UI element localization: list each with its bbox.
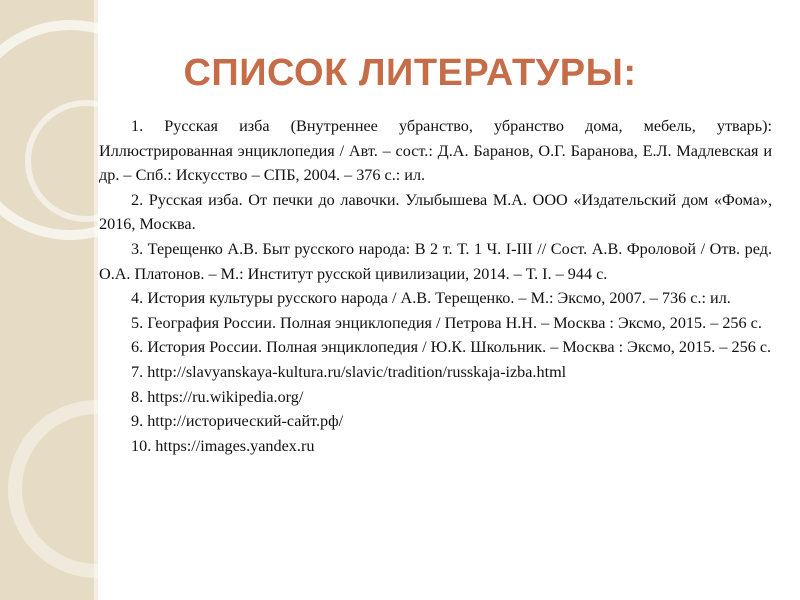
reference-item: 3. Терещенко А.В. Быт русского народа: В 2 т. Т. 1 Ч. I-III // Сост. А.В. Фроловой / Отв. ред. О.А. Платонов. – М.: Институт русской цивилизации, 2014. – Т. I. – 944 с. [99,239,772,283]
reference-item: 5. География России. Полная энциклопедия / Петрова Н.Н. – Москва : Эксмо, 2015. – 256 с. [131,313,762,332]
side-stripe [94,0,98,600]
reference-link[interactable]: 8. https://ru.wikipedia.org/ [131,387,304,406]
reference-item: 1. Русская изба (Внутреннее убранство, убранство дома, мебель, утварь): Иллюстрированная энциклопедия / Авт. – сост.: Д.А. Баранов, О.Г. Баранова, Е.Л. Мадлевская и др. – Спб.: Искусство – СПБ, 2004. – 376 с.: ил. [99,117,772,185]
reference-link[interactable]: 9. http://исторический-сайт.рф/ [131,412,344,431]
reference-link[interactable]: 7. http://slavyanskaya-kultura.ru/slavic/tradition/russkaja-izba.html [131,362,567,381]
reference-list [99,114,772,458]
slide-title: СПИСОК ЛИТЕРАТУРЫ: [183,52,637,94]
reference-item: 6. История России. Полная энциклопедия / Ю.К. Школьник. – Москва : Эксмо, 2015. – 256 с. [131,338,772,357]
reference-link[interactable]: 10. https://images.yandex.ru [131,436,315,455]
reference-item: 2. Русская изба. От печки до лавочки. Улыбышева М.А. ООО «Издательский дом «Фома», 2016, Москва. [99,190,772,234]
side-panel [0,0,94,600]
reference-item: 4. История культуры русского народа / А.В. Терещенко. – М.: Эксмо, 2007. – 736 с.: ил. [131,289,731,308]
